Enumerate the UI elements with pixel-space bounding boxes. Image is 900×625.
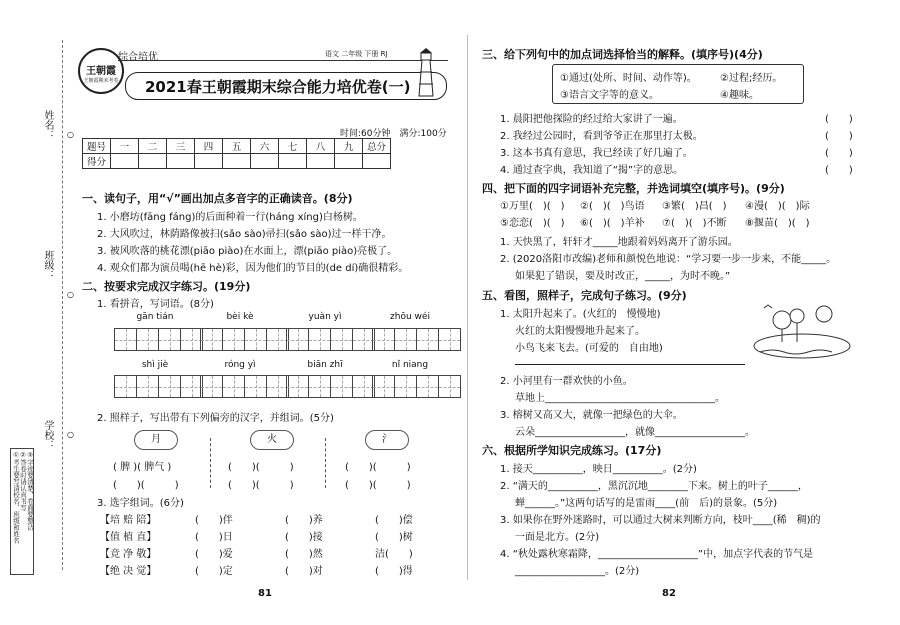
name-label: 姓名： <box>42 110 53 140</box>
write-grid[interactable] <box>200 328 288 351</box>
write-grid[interactable] <box>372 328 460 351</box>
write-grid[interactable] <box>286 328 374 351</box>
write-grid[interactable] <box>200 375 288 398</box>
radical-bubble: 火 <box>250 430 294 450</box>
page-number-right: 82 <box>662 588 676 599</box>
exam-sheet: 姓名： 班级： 学校： ○ ○ ○ ①考生要写清校名、班级和姓名 ②答卷时请认真书写 ③字迹要清楚，卷面要整洁 王朝霞 王朝霞期末考卷 综合培优 语文 二年级 下册 RJ 2021春王朝霞期末综合能力培优卷(一) 时间:60分钟 满分:100分 题号 一 二 三 四 五 六 七 八 九 总分 得分 一、读句子，用“√”画出加点多音字的正确读音。(8分) 1. 小磨坊(fāng fáng)的后面种着一行(háng xíng)白杨树。 2. 大风吹过，林荫路像被扫(sǎo sào)帚扫(sǎo sào)过一样干净。 3. 被风吹落的桃花漂(piāo piào)在水面上，漂(piāo piào)亮极了。 4. 观众们都为演员喝(hē hè)彩，因为他们的节目的(de dí)确很精彩。 二、按要求完成汉字练习。(19分) 1. 看拼音，写词语。(8分) gān tián bèi kè yuàn yì zhōu wéi shì jiè róng yì biān zhī nǐ niang 2. 照样子，写出带有下列偏旁的汉字，并组词。(5分) 月 火 氵 ( 脾 )( 脾气 ) ( )( ) ( )( ) ( )( ) ( )( ) ( )( ) 3. 选字组词。(6分) 【培 赔 陪】 ( )伴 ( )养 ( )偿 【值 植 直】 ( )日 ( )接 ( )树 【竞 净 敬】 ( )爱 ( )然 洁( ) 【绝 决 觉】 ( )定 ( )对 ( )得 81 三、给下列句中的加点词选择恰当的解释。(填序号)(4分) ①通过(处所、时间、动作等)。 ②过程;经历。 ③语言文字等的意义。 ④趣味。 1. 晨阳把他探险的经过给大家讲了一遍。 ( ) 2. 我经过公园时，看到爷爷正在那里打太极。 ( ) 3. 这本书真有意思，我已经读了好几遍了。 ( ) 4. 通过查字典，我知道了“揭”字的意思。 ( ) 四、把下面的四字词语补充完整，并选词填空(填序号)。(9分) ①万里( )( ) ②( )( )鸟语 ③繁( )昌( ) ④漫( )( )际 ⑤恋恋( )( ) ⑥( )( )羊补 ⑦( )( )不断 ⑧揠苗( )( ) 1. 天快黑了，轩轩才_____地跟着妈妈离开了游乐园。 2. (2020洛阳市改编)老师和颜悦色地说：“学习要一步一步来，不能_____。 如果犯了错误，要及时改正，_____，为时不晚。” 五、看图，照样子，完成句子练习。(9分) 1. 太阳升起来了。(火红的 慢慢地) 火红的太阳慢慢地升起来了。 小鸟飞来飞去。(可爱的 自由地) 2. 小河里有一群欢快的小鱼。 草地上__________________________________。 3. 榕树又高又大，就像一把绿色的大伞。 云朵__________________，就像__________________。 六、根据所学知识完成练习。(17分) 1. 接天__________，映日__________。(2分) 2. “满天的__________，黑沉沉地________下来。树上的叶子______， 蝉______。”这两句话写的是雷雨____(前 后)的景象。(5分) 3. 如果你在野外迷路时，可以通过大树来判断方向，枝叶____(稀 稠)的 一面是北方。(2分) 4. “秋处露秋寒霜降，____________________”中，加点字代表的节气是 __________________。(2分) 82 <box>0 0 900 625</box>
page-number-left: 81 <box>258 588 272 599</box>
radical-bubble: 氵 <box>365 430 409 450</box>
school-label: 学校： <box>42 420 53 450</box>
series-name: 综合培优 <box>118 52 158 63</box>
section-3-heading: 三、给下列句中的加点词选择恰当的解释。(填序号)(4分) <box>482 48 763 61</box>
scene-illustration <box>752 300 852 364</box>
score-table: 题号 一 二 三 四 五 六 七 八 九 总分 得分 <box>82 138 391 169</box>
radical-bubble: 月 <box>134 430 178 450</box>
write-grid[interactable] <box>372 375 460 398</box>
subject-info: 语文 二年级 下册 RJ <box>325 50 388 58</box>
section-2-heading: 二、按要求完成汉字练习。(19分) <box>82 280 251 293</box>
section-4-heading: 四、把下面的四字词语补充完整，并选词填空(填序号)。(9分) <box>482 182 785 195</box>
write-grid[interactable] <box>286 375 374 398</box>
page-divider <box>467 35 468 580</box>
logo: 王朝霞 王朝霞期末考卷 <box>78 48 124 94</box>
cut-line <box>62 40 63 570</box>
section-1-heading: 一、读句子，用“√”画出加点多音字的正确读音。(8分) <box>82 192 353 205</box>
section-6-heading: 六、根据所学知识完成练习。(17分) <box>482 444 662 457</box>
class-label: 班级： <box>42 250 53 280</box>
exam-title: 2021春王朝霞期末综合能力培优卷(一) <box>145 78 411 96</box>
write-grid[interactable] <box>114 328 202 351</box>
section-5-heading: 五、看图，照样子，完成句子练习。(9分) <box>482 289 687 302</box>
lighthouse-icon <box>415 48 437 102</box>
example-pair: ( 脾 )( 脾气 ) <box>113 462 172 473</box>
notes-box: ①考生要写清校名、班级和姓名 ②答卷时请认真书写 ③字迹要清楚，卷面要整洁 <box>10 448 34 575</box>
time-score: 时间:60分钟 满分:100分 <box>340 129 447 139</box>
write-grid[interactable] <box>114 375 202 398</box>
